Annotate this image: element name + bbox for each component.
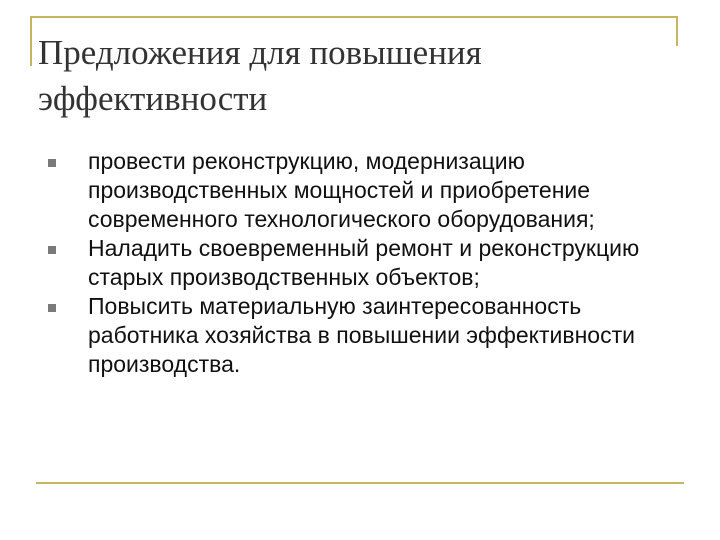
bullet-text: провести реконструкцию, модернизацию производственных мощностей и приобретение современного технологического оборудования;: [88, 148, 595, 232]
bullet-item: [48, 147, 668, 234]
square-bullet-icon: [48, 159, 56, 167]
frame-right-line: [676, 16, 678, 46]
bullet-item: [48, 292, 668, 379]
slide-title: Предложения для повышения эффективности: [38, 33, 482, 118]
bullet-text: Повысить материальную заинтересованность работника хозяйства в повышении эффективности производства.: [88, 293, 635, 377]
frame-left-line: [30, 16, 32, 66]
square-bullet-icon: [48, 304, 56, 312]
frame-bottom-line: [36, 482, 684, 484]
bullet-list: [48, 147, 668, 379]
square-bullet-icon: [48, 246, 56, 254]
frame-top-line: [30, 16, 678, 18]
bullet-item: [48, 234, 668, 292]
bullet-text: Наладить своевременный ремонт и реконструкцию старых производственных объектов;: [88, 235, 640, 290]
